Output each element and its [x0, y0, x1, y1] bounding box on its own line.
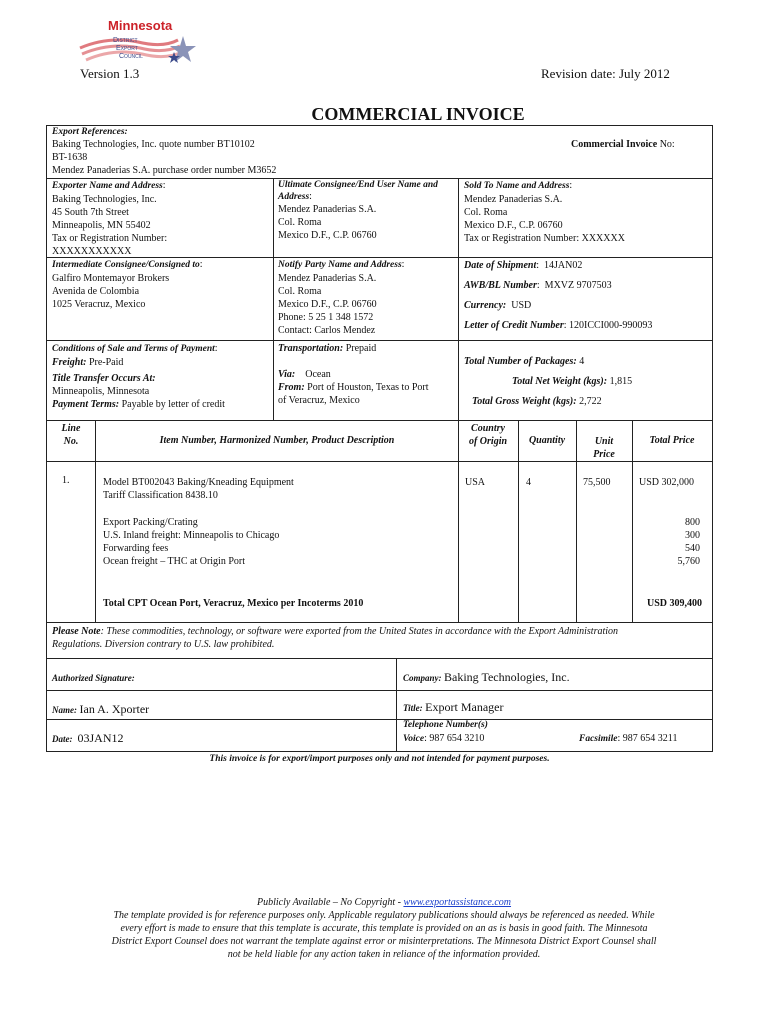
sold-to-line: Tax or Registration Number: XXXXXX	[464, 233, 625, 244]
col-header-price: Price	[593, 449, 615, 460]
freight-value: Pre-Paid	[88, 357, 124, 368]
title-transfer-label: Title Transfer Occurs At:	[52, 373, 156, 384]
name-field	[52, 702, 149, 717]
charge-value: 5,760	[677, 556, 700, 567]
name-label: Name:	[52, 705, 77, 715]
intermediate-consignee-block: Intermediate Consignee/Consigned to: Galfiro Montemayor Brokers Avenida de Colombia 1025 Veracruz, Mexico	[52, 258, 270, 311]
footer-text: not be held liable for any action taken in reliance of the information provided.	[227, 949, 541, 960]
package-count-label: Total Number of Packages:	[464, 356, 577, 367]
ultimate-consignee-label: Ultimate Consignee/End User Name and	[278, 180, 438, 190]
please-note-label: Please Note	[52, 626, 101, 637]
intermediate-line: 1025 Veracruz, Mexico	[52, 299, 146, 310]
col-header-country	[458, 422, 518, 448]
sold-to-line: Mendez Panaderias S.A.	[464, 194, 563, 205]
row-unit-price: 75,500	[583, 477, 611, 488]
company-field	[403, 670, 570, 685]
col-header-total-price: Total Price	[649, 435, 695, 446]
consignee-line: Mendez Panaderias S.A.	[278, 204, 377, 215]
export-references	[52, 126, 552, 177]
footer-text: The template provided is for reference purposes only. Applicable regulatory publications should always be referenced as needed. While	[113, 910, 655, 921]
row-line-no: 1.	[62, 475, 70, 486]
gross-weight: 2,722	[579, 396, 602, 407]
via-label: Via:	[278, 369, 296, 380]
from-value-2: of Veracruz, Mexico	[278, 395, 360, 406]
revision-date: Revision date: July 2012	[541, 66, 670, 81]
currency-value: USD	[511, 300, 532, 311]
grand-total: USD 309,400	[646, 598, 702, 609]
col-header-quantity: Quantity	[528, 435, 566, 446]
product-model: Model BT002043 Baking/Kneading Equipment	[103, 477, 294, 488]
charge-value: 300	[685, 530, 700, 541]
charge-label: Ocean freight – THC at Origin Port	[103, 556, 246, 567]
footer-public-note: Publicly Available – No Copyright -	[256, 897, 404, 908]
exporter-block: Exporter Name and Address: Baking Technologies, Inc. 45 South 7th Street Minneapolis, MN 55402 Tax or Registration Number: XXXXXXXXXXX	[52, 179, 270, 258]
from-value: Port of Houston, Texas to Port	[307, 382, 429, 393]
net-weight-label: Total Net Weight (kgs):	[512, 376, 608, 387]
consignee-line: Mexico D.F., C.P. 06760	[278, 230, 377, 241]
gross-weight-label: Total Gross Weight (kgs):	[472, 396, 577, 407]
shipment-date-label: Date of Shipment	[464, 260, 537, 271]
version-label: Version 1.3	[80, 66, 140, 81]
date-field	[52, 731, 124, 746]
ultimate-consignee-label-2: Address	[278, 192, 310, 202]
col-header-country-1: Country	[471, 423, 505, 434]
voice-label: Voice	[403, 734, 425, 744]
via-value: Ocean	[305, 369, 331, 380]
col-header-country-2: of Origin	[468, 436, 508, 447]
sold-to-line: Mexico D.F., C.P. 06760	[464, 220, 563, 231]
fax-value: : 987 654 3211	[617, 733, 678, 744]
commercial-invoice-no-label: No:	[657, 139, 675, 150]
notify-party-block: Notify Party Name and Address: Mendez Panaderias S.A. Col. Roma Mexico D.F., C.P. 06760 Phone: 5 25 1 348 1572 Contact: Carlos Mendez	[278, 258, 456, 337]
please-note-text-2: Regulations. Diversion contrary to U.S. law prohibited.	[52, 639, 275, 650]
commercial-invoice-no	[571, 138, 675, 151]
payment-terms-value: Payable by letter of credit	[121, 399, 225, 410]
charge-label: Forwarding fees	[103, 543, 169, 554]
row-quantity: 4	[526, 477, 531, 488]
tariff-classification: Tariff Classification 8438.10	[103, 490, 218, 501]
letter-of-credit-number: 120ICCI000-990093	[569, 320, 653, 331]
quote-number: Baking Technologies, Inc. quote number BT10102	[52, 139, 255, 150]
sold-to-block: Sold To Name and Address: Mendez Panaderias S.A. Col. Roma Mexico D.F., C.P. 06760 Tax or Registration Number: XXXXXX	[464, 179, 709, 245]
transportation-label: Transportation:	[278, 343, 344, 354]
freight-label: Freight:	[52, 357, 87, 368]
charge-label: Export Packing/Crating	[103, 517, 198, 528]
sold-to-line: Col. Roma	[464, 207, 508, 218]
charge-value: 540	[685, 543, 700, 554]
footer	[40, 896, 728, 961]
notify-line: Mendez Panaderias S.A.	[278, 273, 377, 284]
consignee-line: Col. Roma	[278, 217, 322, 228]
date-value: 03JAN12	[77, 731, 124, 745]
purchase-order: Mendez Panaderias S.A. purchase order number M3652	[52, 165, 277, 176]
logo	[78, 18, 203, 68]
exporter-label: Exporter Name and Address	[52, 181, 163, 191]
packages-block	[464, 355, 709, 408]
transportation-value: Prepaid	[345, 343, 377, 354]
date-label: Date:	[52, 734, 73, 744]
total-cpt-label: Total CPT Ocean Port, Veracruz, Mexico per Incoterms 2010	[103, 598, 364, 609]
charge-value: 800	[685, 517, 700, 528]
intermediate-line: Galfiro Montemayor Brokers	[52, 273, 170, 284]
intermediate-label: Intermediate Consignee/Consigned to	[52, 260, 200, 270]
footer-text: District Export Counsel does not warrant the template against error or misinterpretations. The Minnesota District Export Counsel shall	[111, 936, 657, 947]
title-value: Export Manager	[425, 700, 504, 714]
title-transfer-value: Minneapolis, Minnesota	[52, 386, 150, 397]
logo-line-export: Export	[116, 45, 138, 52]
notify-line: Mexico D.F., C.P. 06760	[278, 299, 377, 310]
company-value: Baking Technologies, Inc.	[444, 670, 570, 684]
row-country: USA	[465, 477, 486, 488]
transport-block	[278, 342, 456, 407]
intermediate-line: Avenida de Colombia	[52, 286, 140, 297]
export-references-label: Export References:	[52, 127, 128, 137]
package-count: 4	[579, 356, 585, 367]
row-total-price: USD 302,000	[639, 477, 695, 488]
logo-line-council: Council	[119, 53, 143, 60]
row-charges	[634, 516, 700, 568]
awb-number: MXVZ 9707503	[544, 280, 612, 291]
company-label: Company:	[403, 673, 442, 683]
col-header-unit: Unit	[594, 436, 614, 447]
voice-value: : 987 654 3210	[424, 733, 485, 744]
authorized-signature-label: Authorized Signature:	[52, 673, 135, 683]
please-note	[52, 625, 710, 651]
notify-line: Phone: 5 25 1 348 1572	[278, 312, 374, 323]
awb-label: AWB/BL Number	[464, 280, 537, 291]
exporter-line: Tax or Registration Number:	[52, 233, 168, 244]
footer-website-link[interactable]: www.exportassistance.com	[403, 897, 512, 908]
footer-text: every effort is made to ensure that this template is accurate, this template is provided on an as is basis in good faith. The Minnesota	[120, 923, 648, 934]
ultimate-consignee-block: Ultimate Consignee/End User Name and Address: Mendez Panaderias S.A. Col. Roma Mexico D.F., C.P. 06760	[278, 179, 456, 242]
col-header-line: Line	[61, 423, 81, 434]
charge-label: U.S. Inland freight: Minneapolis to Chicago	[103, 530, 280, 541]
please-note-text: : These commodities, technology, or software were exported from the United States in accordance with the Export Administration	[100, 626, 619, 637]
conditions-label: Conditions of Sale and Terms of Payment	[52, 344, 215, 354]
col-header-description: Item Number, Harmonized Number, Product Description	[159, 435, 395, 446]
col-header-no: No.	[63, 436, 79, 447]
invoice-disclaimer: This invoice is for export/import purposes only and not intended for payment purposes.	[209, 754, 550, 764]
net-weight: 1,815	[609, 376, 633, 387]
exporter-line: Minneapolis, MN 55402	[52, 220, 151, 231]
title-field	[403, 700, 503, 715]
fax-label: Facsimile	[579, 734, 618, 744]
shipment-date: 14JAN02	[544, 260, 583, 271]
exporter-line: XXXXXXXXXXX	[52, 246, 132, 257]
col-header-unit-price	[576, 435, 632, 461]
notify-line: Col. Roma	[278, 286, 322, 297]
conditions-block: Conditions of Sale and Terms of Payment: Freight: Pre-Paid Title Transfer Occurs At: Minneapolis, Minnesota Payment Terms: Payable by letter of credit	[52, 342, 270, 411]
letter-of-credit-label: Letter of Credit Number	[464, 320, 564, 331]
notify-line: Contact: Carlos Mendez	[278, 325, 376, 336]
sold-to-label: Sold To Name and Address	[464, 181, 570, 191]
payment-terms-label: Payment Terms:	[52, 399, 120, 410]
currency-label: Currency:	[464, 300, 507, 311]
logo-line-district: District	[113, 37, 138, 44]
page-title: COMMERCIAL INVOICE	[311, 104, 525, 124]
notify-label: Notify Party Name and Address	[278, 260, 402, 270]
from-label: From:	[278, 382, 305, 393]
name-value: Ian A. Xporter	[79, 702, 150, 716]
shipment-block: Date of Shipment: 14JAN02 AWB/BL Number: MXVZ 9707503 Currency: USD Letter of Credit Number: 120ICCI000-990093	[464, 260, 653, 331]
exporter-line: 45 South 7th Street	[52, 207, 129, 218]
title-label: Title:	[403, 703, 423, 713]
exporter-line: Baking Technologies, Inc.	[52, 194, 157, 205]
row-description	[103, 476, 453, 568]
col-header-line-no	[46, 422, 96, 448]
logo-title: Minnesota	[108, 18, 173, 33]
reference-code: BT-1638	[52, 152, 88, 163]
telephone-block	[403, 719, 708, 745]
telephone-label: Telephone Number(s)	[403, 720, 488, 730]
commercial-invoice-label: Commercial Invoice	[571, 139, 658, 150]
